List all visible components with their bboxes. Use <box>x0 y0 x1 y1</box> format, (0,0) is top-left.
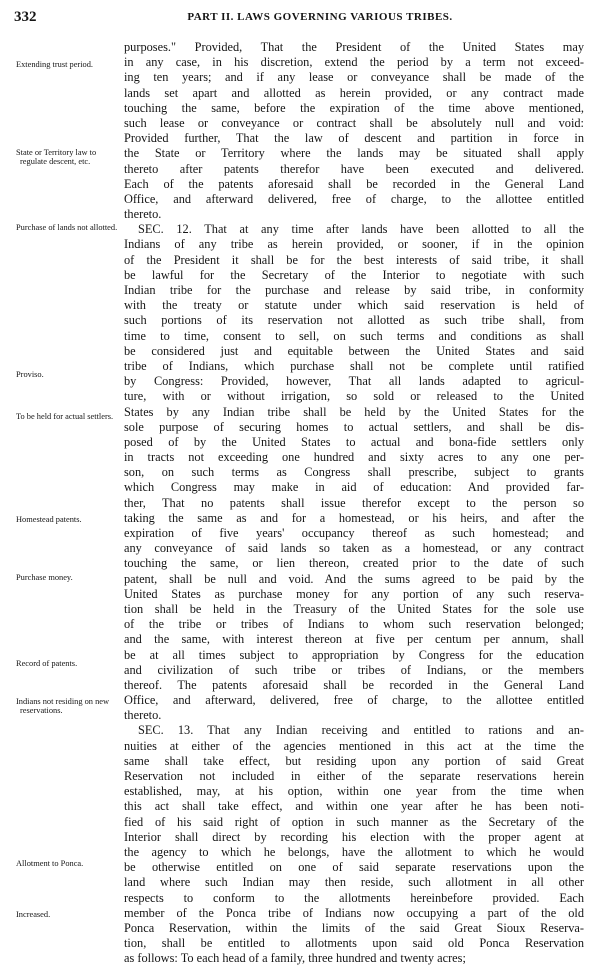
margin-note-proviso: Proviso. <box>16 370 44 379</box>
text-line: as follows: To each head of a family, three hundred and twenty acres; <box>124 951 466 966</box>
text-line: lands set apart and allotted as herein provided, or any contract made <box>124 85 584 100</box>
text-line: by Congress: Provided, however, That all lands adapted to agricul- <box>124 374 584 389</box>
text-line: States by any Indian tribe shall be held by the United States for the <box>124 404 584 419</box>
margin-note-homestead-patents: Homestead patents. <box>16 515 82 524</box>
margin-note-to-be-held-for-actual-settlers: To be held for actual settlers. <box>16 412 114 421</box>
text-line: Reservation not included in either of the separate reservations herein <box>124 769 584 783</box>
margin-note-purchase-of-lands: Purchase of lands not allotted. <box>16 223 118 232</box>
text-line: and the same, with interest thereon at five per centum per annum, shall <box>124 632 584 647</box>
text-line: which Congress may make in aid of education: And provided far- <box>124 480 584 495</box>
text-line: established, may, at his option, within one year from the time when <box>124 784 584 799</box>
text-line: of the President it shall be for the best interests of said tribe, it shall <box>124 252 584 267</box>
text-line: touching the same, or lien thereon, created prior to the date of such <box>124 556 584 571</box>
text-line: touching the same, before the expiration of the time above mentioned, <box>124 100 584 115</box>
text-line: and civilization of such tribe or tribes of Indians, or the members <box>124 662 584 677</box>
text-line: tion shall be held in the Treasury of the United States for the sole use <box>124 601 584 616</box>
text-line: thereto after patents therefor have been executed and delivered. <box>124 161 584 176</box>
text-line: the State or Territory where the lands may be situated shall apply <box>124 146 584 161</box>
text-line: United States as purchase money for any portion of any such reserva- <box>124 586 584 601</box>
text-line: nuities at either of the agencies mentioned in this act at the time the <box>124 738 584 753</box>
text-line: in tracts not exceeding one hundred and sixty acres to any one per- <box>124 450 584 465</box>
text-line: be considered just and equitable between the United States and said <box>124 343 584 358</box>
text-line: Each of the patents aforesaid shall be recorded in the General Land <box>124 176 584 191</box>
text-line: this act shall take effect, and within one year after he has been noti- <box>124 799 584 814</box>
text-line: member of the Ponca tribe of Indians now occupying a part of the old <box>124 905 584 920</box>
text-line: taking the same as and for a homestead, or his heirs, and after the <box>124 510 584 525</box>
text-line: posed of by the United States to actual and bona-fide settlers only <box>124 434 584 449</box>
text-line: thereto. <box>124 708 162 723</box>
text-line: purposes." Provided, That the President of the United States may <box>124 40 584 54</box>
margin-note-purchase-money: Purchase money. <box>16 573 73 582</box>
text-line: thereof. The patents aforesaid shall be recorded in the General Land <box>124 677 584 692</box>
text-line: expiration of five years' occupancy thereof as such homestead; and <box>124 526 584 540</box>
text-line: Office, and afterward delivered, free of charge, to the allottee entitled <box>124 191 584 206</box>
page-number: 332 <box>14 9 37 25</box>
margin-note-extending-trust-period: Extending trust period. <box>16 60 93 69</box>
text-line: the agency to which he belongs, have the allotment to which he would <box>124 844 584 859</box>
text-line: time to time, consent to sell, on such terms and conditions as shall <box>124 328 584 343</box>
text-line: Ponca Reservation, within the limits of the said Great Sioux Reserva- <box>124 920 584 935</box>
text-line: respects to conform to the allotments hereinbefore provided. Each <box>124 890 584 905</box>
text-line: Indian tribe for the purchase and release by said tribe, in conformity <box>124 283 584 297</box>
text-line: land where such Indian may then reside, such allotment in all other <box>124 875 584 890</box>
text-line: be lawful for the Secretary of the Interior to negotiate with such <box>124 267 584 282</box>
text-line: fied of his said right of option in such manner as the Secretary of the <box>124 814 584 829</box>
margin-note-record-of-patents: Record of patents. <box>16 659 78 668</box>
text-line: be otherwise entitled on one of said separate reservations upon the <box>124 860 584 875</box>
text-line: Indians of any tribe as herein provided, or sooner, if in the opinion <box>124 237 584 252</box>
text-line: tion, shall be entitled to allotments upon said old Ponca Reservation <box>124 936 584 951</box>
margin-note-allotment-to-ponca: Allotment to Ponca. <box>16 859 84 868</box>
margin-note-state-territory-law: State or Territory law to regulate descent, etc. <box>16 148 97 166</box>
text-line: in any case, in his discretion, extend the period by a term not exceed- <box>124 55 584 70</box>
text-line: Interior shall direct by recording his election with the proper agent at <box>124 829 584 844</box>
text-line: same shall take effect, but residing upon any portion of said Great <box>124 753 584 768</box>
text-line: son, on such terms as Congress shall prescribe, subject to grants <box>124 465 584 480</box>
text-line: SEC. 12. That at any time after lands have been allotted to all the <box>138 222 584 237</box>
text-line: patent, shall be null and void. And the sums agreed to be paid by the <box>124 571 584 586</box>
text-line: thereto. <box>124 207 162 222</box>
text-line: any conveyance of said lands so taken as a homestead, or any contract <box>124 541 584 556</box>
text-line: tribe of Indians, which purchase shall not be complete until ratified <box>124 358 584 373</box>
text-line: Provided further, That the law of descent and partition in force in <box>124 131 584 146</box>
statute-body-text <box>124 40 584 966</box>
margin-note-increased: Increased. <box>16 910 51 919</box>
text-line: sole purpose of securing homes to actual settlers, and shall be dis- <box>124 419 584 434</box>
text-line: SEC. 13. That any Indian receiving and entitled to rations and an- <box>138 723 584 738</box>
text-line: such lease or conveyance or contract shall be absolutely null and void: <box>124 115 584 130</box>
text-line: ing ten years; and if any lease or conveyance shall be made of the <box>124 70 584 85</box>
text-line: of the tribe or tribes of Indians to whom such reservation belonged; <box>124 617 584 632</box>
text-line: be at all times subject to appropriation by Congress for the education <box>124 647 584 662</box>
text-line: ther, That no patents shall issue therefor except to the person so <box>124 495 584 510</box>
text-line: with the treaty or statute under which said reservation is held of <box>124 298 584 313</box>
running-title: PART II. LAWS GOVERNING VARIOUS TRIBES. <box>187 11 453 23</box>
text-line: such portions of its reservation not allotted as such tribe shall, from <box>124 313 584 328</box>
text-line: Office, and afterward, delivered, free of charge, to the allottee entitled <box>124 693 584 708</box>
text-line: ture, with or without irrigation, so sold or released to the United <box>124 389 584 404</box>
margin-note-indians-not-residing: Indians not residing on new reservations. <box>16 697 110 715</box>
